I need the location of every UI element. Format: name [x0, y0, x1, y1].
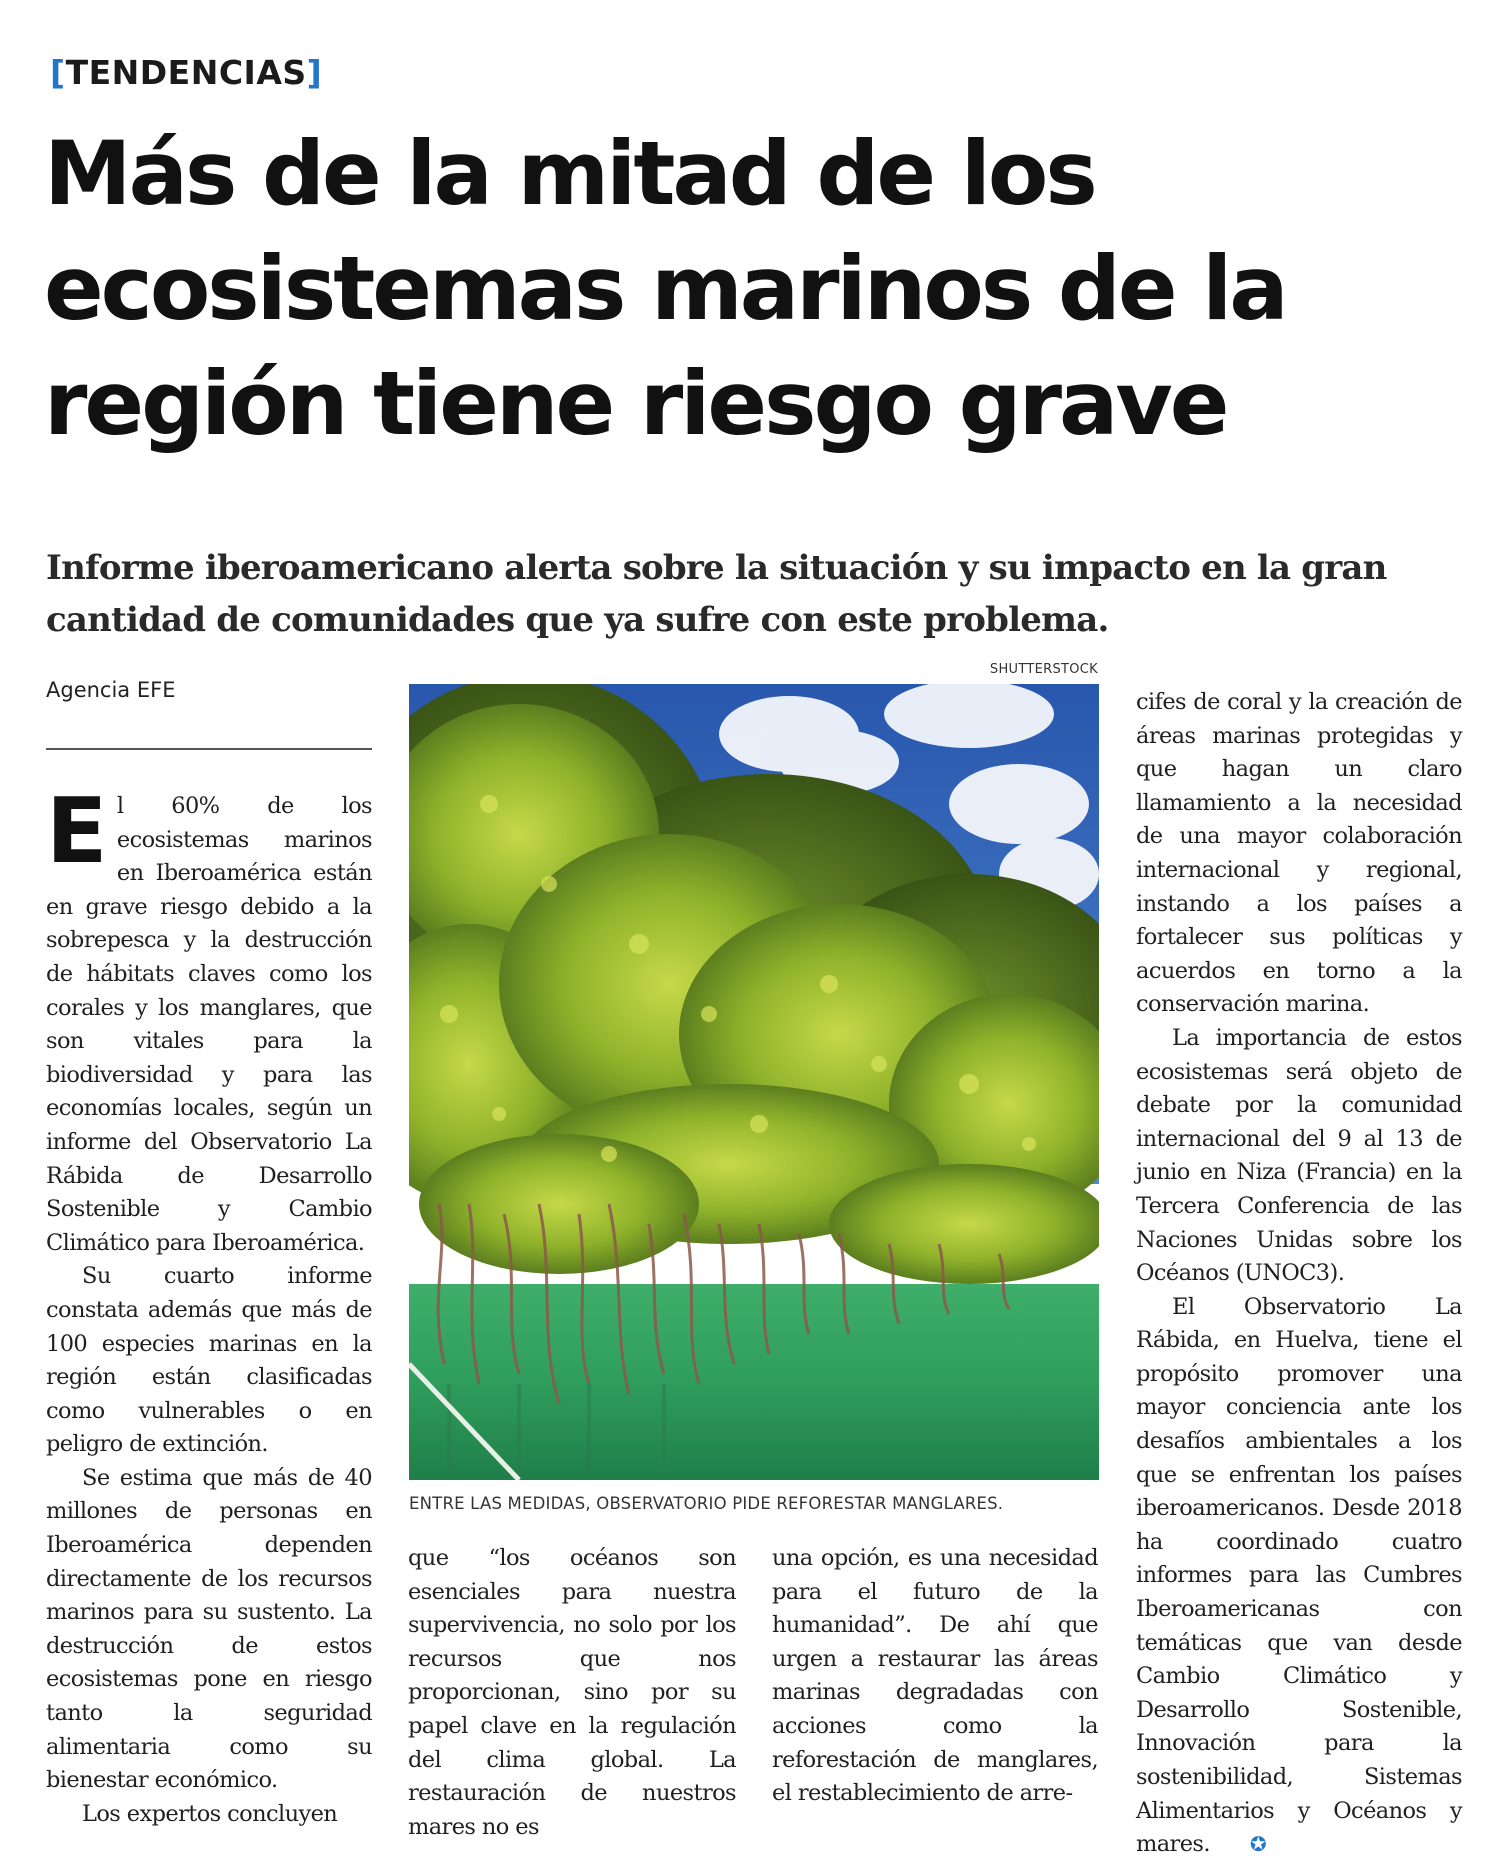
drop-cap: E	[46, 779, 107, 884]
section-tag-label: TENDENCIAS	[65, 53, 307, 92]
section-tag-close-bracket: ]	[306, 53, 323, 92]
paragraph-text: El Observatorio La Rábida, en Huelva, tiene el propósito promover una mayor conciencia ante los desafíos ambientales a los que se enfrentan los países iberoamericanos. Desde 2018 ha coordinado cuatro informes para las Cumbres Iberoamericanas con temáticas que van desde Cambio Climático y Desarrollo Sostenible, Innovación para la sostenibilidad, Sistemas Alimentarios y Océanos y mares.	[1136, 1293, 1462, 1858]
article-paragraph: una opción, es una necesidad para el futuro de la humanidad”. De ahí que urgen a restaurar las áreas marinas degradadas con acciones como la reforestación de manglares, el restablecimiento de arre-	[772, 1545, 1098, 1807]
headline: Más de la mitad de los ecosistemas marinos de la región tiene riesgo grave	[44, 122, 1286, 455]
mangrove-photo	[409, 684, 1099, 1480]
article-paragraph: La importancia de estos ecosistemas será objeto de debate por la comunidad internacional del 9 al 13 de junio en Niza (Francia) en la Tercera Conferencia de las Naciones Unidas sobre los Océanos (UNOC3).	[1136, 1024, 1462, 1287]
article-column-3	[772, 1542, 1098, 1811]
section-tag-open-bracket: [	[50, 53, 66, 92]
article-paragraph: cifes de coral y la creación de áreas marinas protegidas y que hagan un claro llamamiento a la necesidad de una mayor colaboración internacional y regional, instando a los países a fortalecer sus políticas y acuerdos en torno a la conservación marina.	[1136, 689, 1462, 1018]
photo-caption: ENTRE LAS MEDIDAS, OBSERVATORIO PIDE REFORESTAR MANGLARES.	[409, 1494, 1004, 1513]
article-paragraph	[46, 779, 372, 1260]
byline-divider	[46, 748, 372, 750]
article-paragraph: que “los océanos son esenciales para nuestra supervivencia, no solo por los recursos que nos proporcionan, sino por su papel clave en la regulación del clima global. La restauración de nuestros mares no es	[408, 1545, 736, 1840]
article-paragraph: Se estima que más de 40 millones de personas en Iberoamérica dependen directamente de los recursos marinos para su sustento. La destrucción de estos ecosistemas pone en riesgo tanto la seguridad alimentaria como su bienestar económico.	[46, 1464, 372, 1794]
article-paragraph: Los expertos concluyen	[82, 1800, 338, 1827]
article-paragraph	[1136, 1291, 1462, 1862]
paragraph-text: l 60% de los ecosistemas marinos en Iberoamérica están en grave riesgo debido a la sobrepesca y la destrucción de hábitats claves como los corales y los manglares, que son vitales para la biodiversidad y para las economías locales, según un informe del Observatorio La Rábida de Desarrollo Sostenible y Cambio Climático para Iberoamérica.	[46, 793, 372, 1256]
article-paragraph: Su cuarto informe constata además que más de 100 especies marinas en la región están clasificadas como vulnerables o en peligro de extinción.	[46, 1263, 372, 1458]
subheadline: Informe iberoamericano alerta sobre la situación y su impacto en la gran cantidad de comunidades que ya sufre con este problema.	[46, 548, 1387, 640]
end-mark-icon: ✪	[1249, 1832, 1267, 1857]
photo-credit: SHUTTERSTOCK	[989, 662, 1098, 677]
article-column-2	[408, 1542, 736, 1844]
section-tag	[50, 50, 322, 96]
byline: Agencia EFE	[46, 678, 176, 702]
article-column-4	[1136, 686, 1462, 1862]
article-column-1	[46, 779, 372, 1831]
